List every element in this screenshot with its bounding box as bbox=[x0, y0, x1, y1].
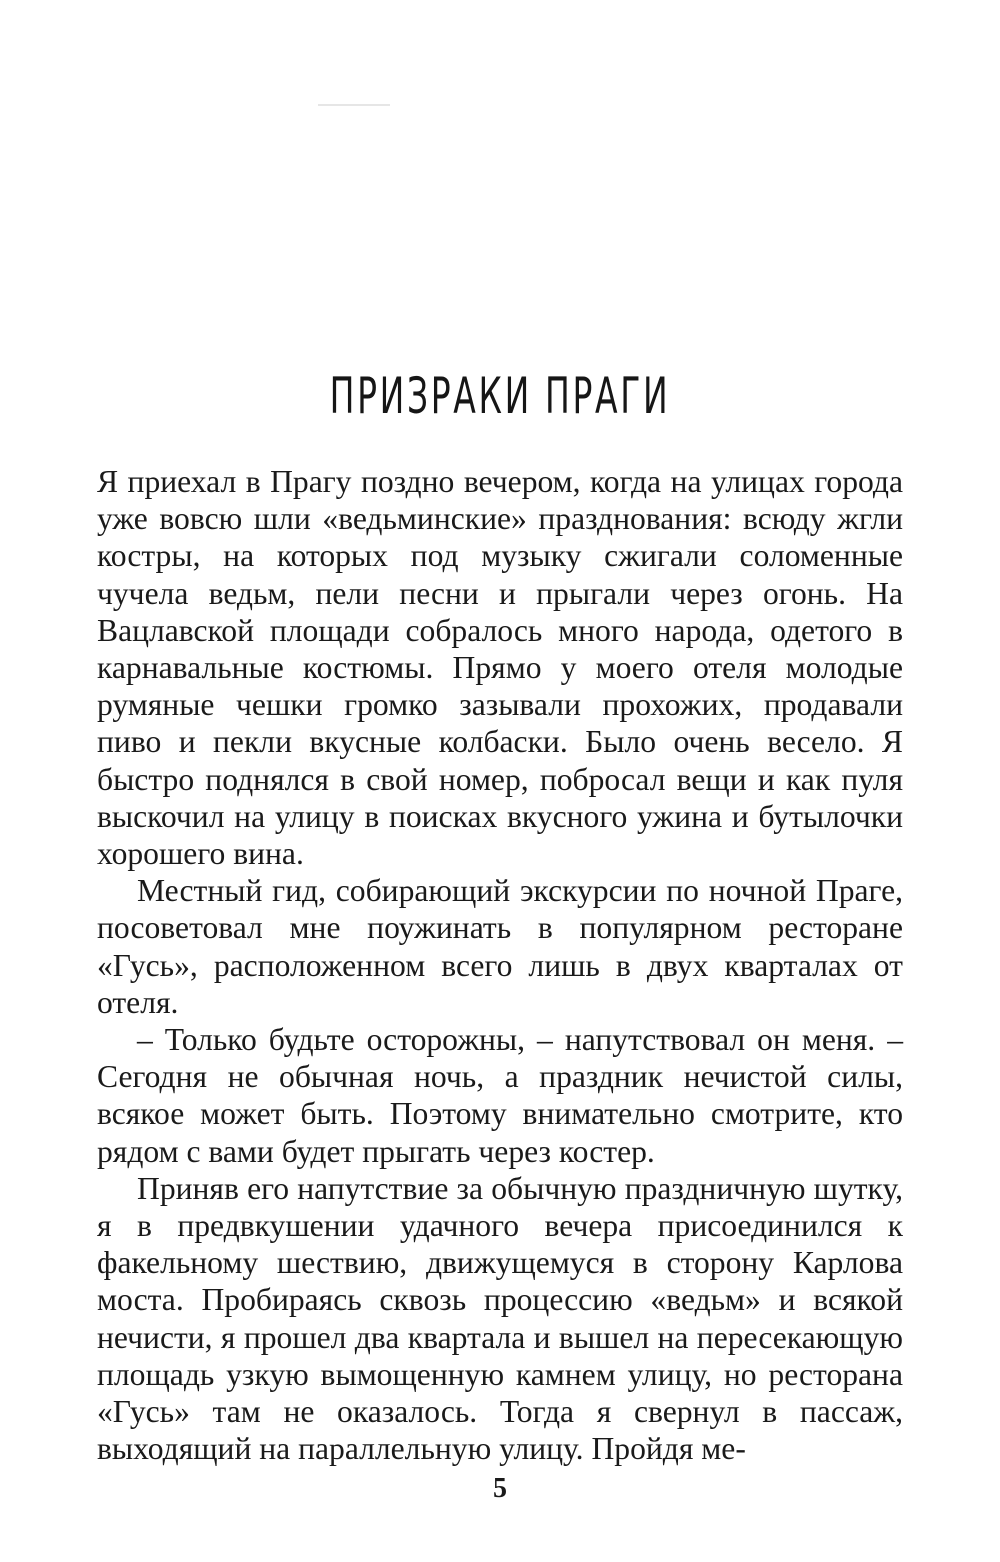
paragraph-2: Местный гид, собирающий экскурсии по ночной Праге, посоветовал мне поужинать в популярном ресторане «Гусь», расположенном всего лишь в двух кварталах от отеля. bbox=[97, 873, 903, 1020]
chapter-body bbox=[97, 463, 903, 1467]
scan-artifact-line bbox=[318, 104, 390, 106]
paragraph-1: Я приехал в Прагу поздно вечером, когда на улицах города уже вовсю шли «ведьминские» празднования: всюду жгли костры, на которых под музыку сжигали соломенные чучела ведьм, пели песни и прыгали через огонь. На Вацлавской площади собралось много народа, одетого в карнавальные костюмы. Прямо у моего отеля молодые румяные чешки громко зазывали прохожих, продавали пиво и пекли вкусные колбаски. Было очень весело. Я быстро поднялся в свой номер, побросал вещи и как пуля выскочил на улицу в поисках вкусного ужина и бутылочки хорошего вина. bbox=[97, 464, 903, 872]
paragraph-4: Приняв его напутствие за обычную праздничную шутку, я в предвкушении удачного вечера присоединился к факельному шествию, движущемуся в сторону Карлова моста. Пробираясь сквозь процессию «ведьм» и всякой нечисти, я прошел два квартала и вышел на пересекающую площадь узкую вымощенную камнем улицу, но ресторана «Гусь» там не оказалось. Тогда я свернул в пассаж, выходящий на параллельную улицу. Пройдя ме- bbox=[97, 1170, 903, 1467]
chapter-title: ПРИЗРАКИ ПРАГИ bbox=[329, 367, 671, 425]
page-number: 5 bbox=[493, 1473, 507, 1504]
paragraph-3: – Только будьте осторожны, – напутствовал он меня. – Сегодня не обычная ночь, а праздник нечистой силы, всякое может быть. Поэтому внимательно смотрите, кто рядом с вами будет прыгать через костер. bbox=[97, 1022, 903, 1169]
